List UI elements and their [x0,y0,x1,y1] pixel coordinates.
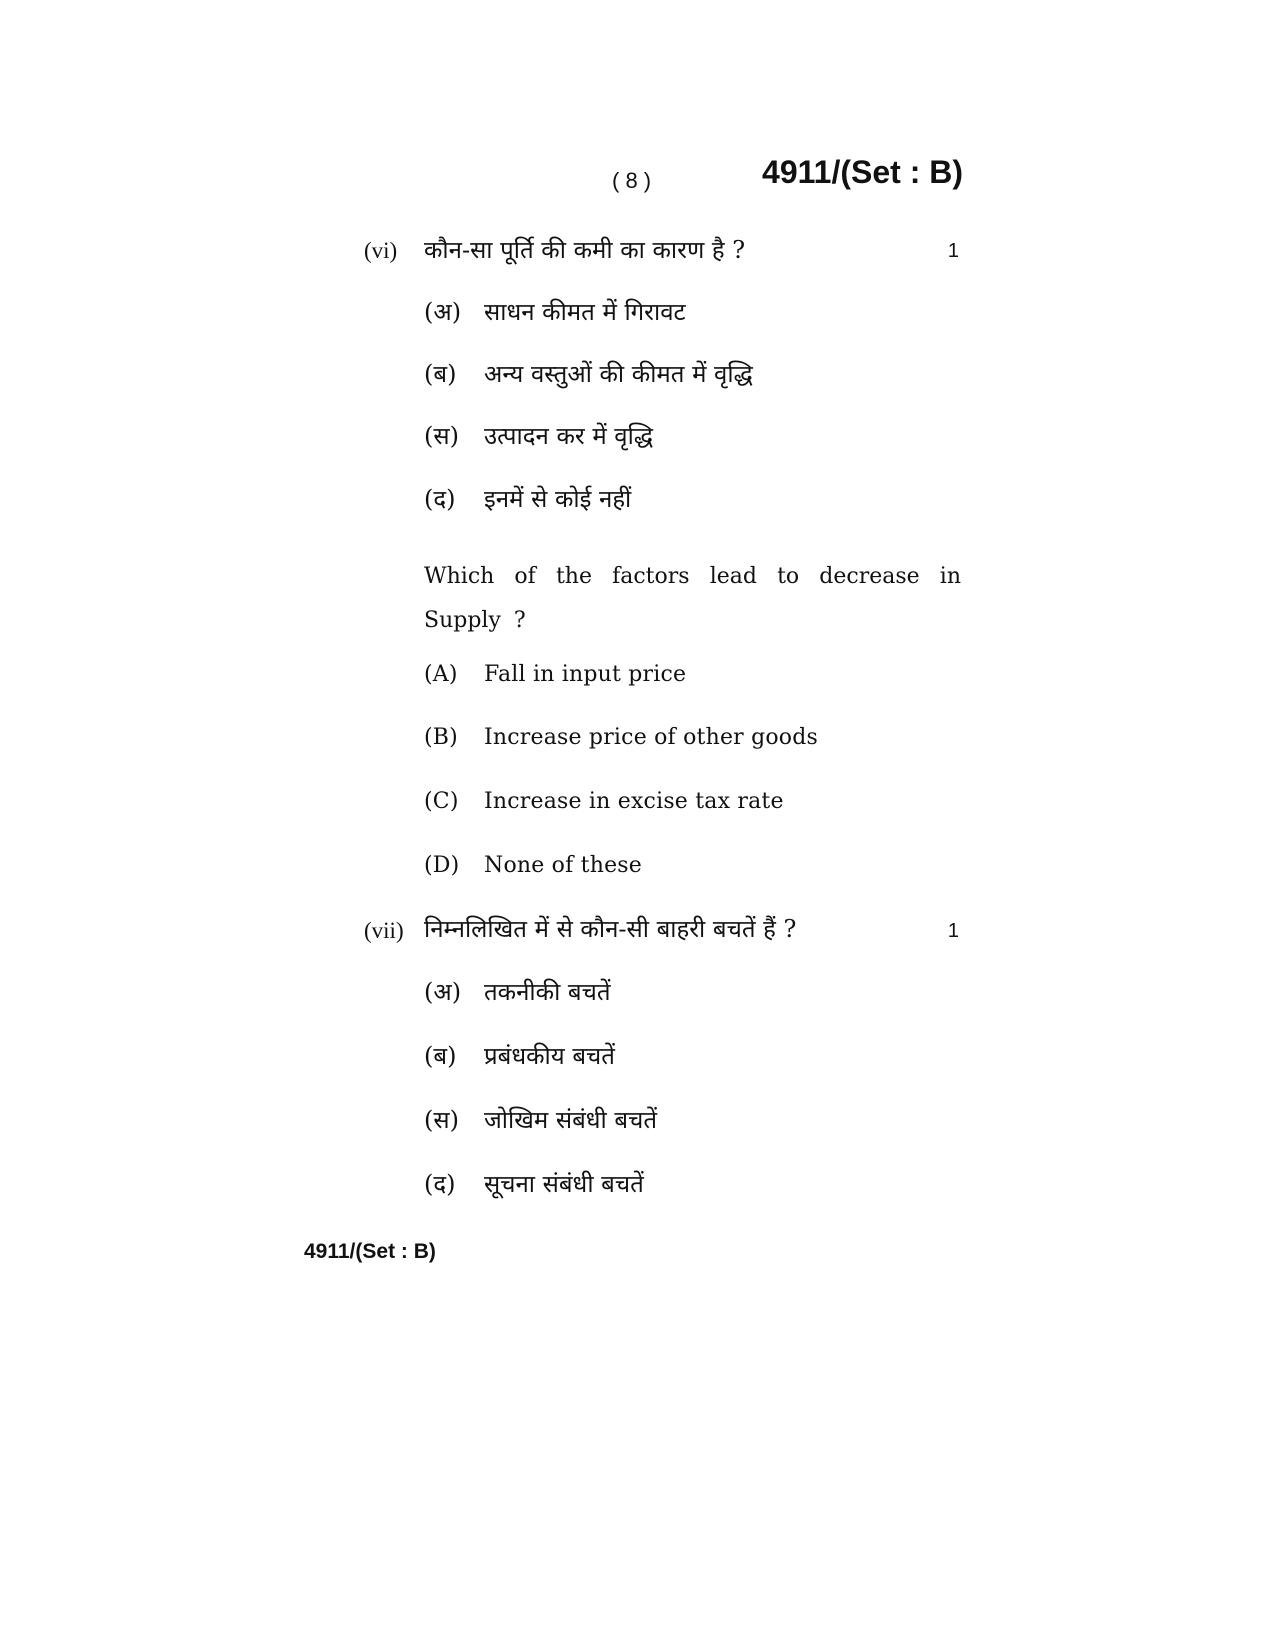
question-number: (vii) [364,918,404,943]
question-number: (vi) [364,238,398,263]
option-text: प्रबंधकीय बचतें [484,1042,615,1070]
option-label: (ब) [424,360,457,388]
option-label: (स) [424,422,459,450]
option-text: जोखिम संबंधी बचतें [484,1106,658,1134]
option-text: Fall in input price [484,662,687,687]
option-label: (द) [424,485,456,513]
option-text: साधन कीमत में गिरावट [484,298,686,326]
option-text: तकनीकी बचतें [484,978,611,1006]
option-label: (द) [424,1170,456,1198]
option-label: (C) [424,789,459,814]
question-text-english: Which of the factors lead to decrease in Supply ? [424,564,961,633]
option-label: (B) [424,725,458,750]
question-text-hindi: निम्नलिखित में से कौन-सी बाहरी बचतें हैं ? [424,915,797,943]
question-marks: 1 [947,240,959,262]
set-code-header: 4911/(Set : B) [762,154,963,190]
option-text: सूचना संबंधी बचतें [484,1170,644,1198]
option-label: (ब) [424,1042,457,1070]
option-label: (अ) [424,298,462,326]
page-number: ( 8 ) [612,168,652,193]
option-text: Increase price of other goods [484,725,819,750]
option-label: (A) [424,662,458,687]
option-text: इनमें से कोई नहीं [484,485,632,513]
question-marks: 1 [947,920,959,942]
question-text-hindi: कौन-सा पूर्ति की कमी का कारण है ? [424,236,746,264]
set-code-footer: 4911/(Set : B) [304,1240,436,1263]
option-label: (अ) [424,978,462,1006]
option-text: उत्पादन कर में वृद्धि [484,422,654,450]
option-label: (स) [424,1106,459,1134]
option-text: अन्य वस्तुओं की कीमत में वृद्धि [484,360,753,388]
option-text: Increase in excise tax rate [484,789,784,814]
option-label: (D) [424,853,460,878]
option-text: None of these [484,853,642,878]
